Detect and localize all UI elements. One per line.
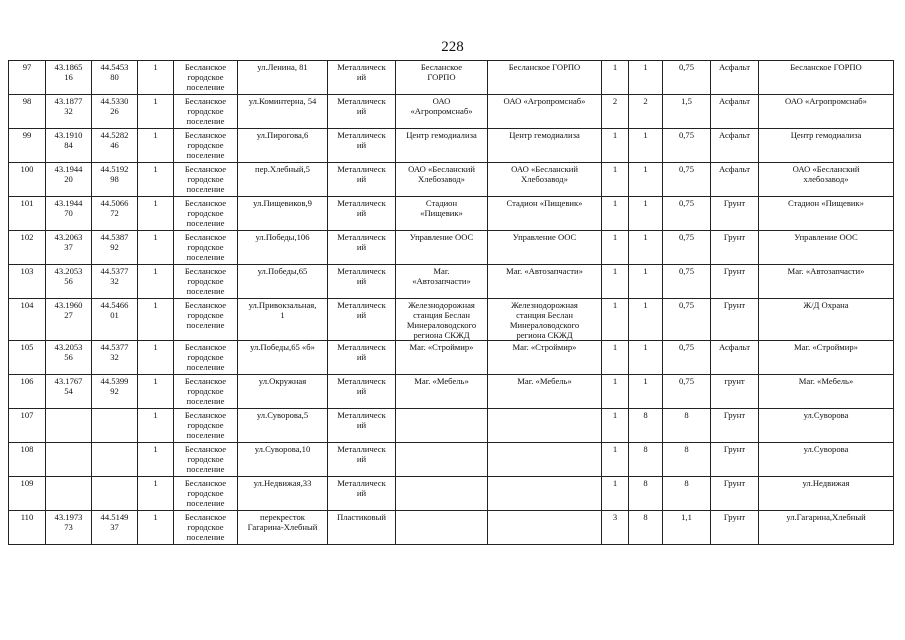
cell-volume: 0,75 <box>663 163 711 197</box>
cell-surface-type: Грунт <box>711 197 759 231</box>
cell-volume: 0,75 <box>663 375 711 409</box>
cell-waste-source <box>488 511 602 545</box>
cell-container-volume-count: 1 <box>629 61 663 95</box>
cell-site-count: 1 <box>138 443 174 477</box>
cell-owner: Маг. «Мебель» <box>396 375 488 409</box>
cell-volume: 0,75 <box>663 129 711 163</box>
cell-containers-count: 1 <box>602 375 629 409</box>
table-row <box>9 443 894 477</box>
table-row <box>9 197 894 231</box>
cell-volume: 0,75 <box>663 197 711 231</box>
cell-container-material: Металлическ ий <box>328 299 396 341</box>
cell-row-number: 100 <box>9 163 46 197</box>
cell-row-number: 101 <box>9 197 46 231</box>
cell-waste-source: Центр гемодиализа <box>488 129 602 163</box>
cell-settlement: Бесланское городское поселение <box>174 511 238 545</box>
cell-surface-type: Асфальт <box>711 129 759 163</box>
cell-container-volume-count: 1 <box>629 197 663 231</box>
cell-container-volume-count: 8 <box>629 409 663 443</box>
cell-latitude: 43.2063 37 <box>46 231 92 265</box>
cell-settlement: Бесланское городское поселение <box>174 409 238 443</box>
cell-longitude: 44.5149 37 <box>92 511 138 545</box>
cell-containers-count: 1 <box>602 299 629 341</box>
cell-latitude <box>46 409 92 443</box>
cell-longitude: 44.5399 92 <box>92 375 138 409</box>
cell-address: ул.Привокзальная, 1 <box>238 299 328 341</box>
cell-surface-type: грунт <box>711 375 759 409</box>
cell-row-number: 110 <box>9 511 46 545</box>
cell-longitude: 44.5330 26 <box>92 95 138 129</box>
cell-settlement: Бесланское городское поселение <box>174 129 238 163</box>
cell-surface-type: Асфальт <box>711 163 759 197</box>
cell-owner <box>396 443 488 477</box>
cell-container-volume-count: 8 <box>629 443 663 477</box>
cell-surface-type: Асфальт <box>711 341 759 375</box>
cell-longitude: 44.5192 98 <box>92 163 138 197</box>
cell-latitude: 43.1767 54 <box>46 375 92 409</box>
table-row <box>9 477 894 511</box>
table-row <box>9 265 894 299</box>
cell-row-number: 98 <box>9 95 46 129</box>
cell-settlement: Бесланское городское поселение <box>174 95 238 129</box>
cell-settlement: Бесланское городское поселение <box>174 477 238 511</box>
cell-volume: 8 <box>663 443 711 477</box>
cell-container-material: Металлическ ий <box>328 231 396 265</box>
cell-served-object: Маг. «Автозапчасти» <box>759 265 894 299</box>
cell-containers-count: 1 <box>602 409 629 443</box>
cell-address: ул.Пирогова,6 <box>238 129 328 163</box>
cell-waste-source: Стадион «Пищевик» <box>488 197 602 231</box>
cell-containers-count: 1 <box>602 265 629 299</box>
cell-row-number: 107 <box>9 409 46 443</box>
cell-address: ул.Победы,106 <box>238 231 328 265</box>
cell-longitude: 44.5453 80 <box>92 61 138 95</box>
cell-row-number: 103 <box>9 265 46 299</box>
cell-settlement: Бесланское городское поселение <box>174 163 238 197</box>
cell-latitude: 43.1944 20 <box>46 163 92 197</box>
cell-served-object: ул.Суворова <box>759 409 894 443</box>
cell-address: перекресток Гагарина-Хлебный <box>238 511 328 545</box>
cell-container-material: Металлическ ий <box>328 341 396 375</box>
cell-site-count: 1 <box>138 375 174 409</box>
cell-latitude: 43.1944 70 <box>46 197 92 231</box>
cell-served-object: Маг. «Строймир» <box>759 341 894 375</box>
cell-containers-count: 1 <box>602 231 629 265</box>
cell-address: ул.Ленина, 81 <box>238 61 328 95</box>
cell-row-number: 97 <box>9 61 46 95</box>
cell-container-volume-count: 1 <box>629 231 663 265</box>
cell-owner: ОАО «Бесланский Хлебозавод» <box>396 163 488 197</box>
cell-container-material: Пластиковый <box>328 511 396 545</box>
cell-latitude: 43.1960 27 <box>46 299 92 341</box>
cell-container-material: Металлическ ий <box>328 95 396 129</box>
cell-served-object: Бесланское ГОРПО <box>759 61 894 95</box>
cell-containers-count: 3 <box>602 511 629 545</box>
cell-served-object: Маг. «Мебель» <box>759 375 894 409</box>
cell-served-object: Ж/Д Охрана <box>759 299 894 341</box>
cell-site-count: 1 <box>138 231 174 265</box>
cell-containers-count: 1 <box>602 129 629 163</box>
cell-container-material: Металлическ ий <box>328 375 396 409</box>
cell-settlement: Бесланское городское поселение <box>174 197 238 231</box>
cell-surface-type: Грунт <box>711 409 759 443</box>
cell-owner: ОАО «Агропромснаб» <box>396 95 488 129</box>
cell-row-number: 104 <box>9 299 46 341</box>
table-row <box>9 341 894 375</box>
cell-longitude <box>92 443 138 477</box>
cell-settlement: Бесланское городское поселение <box>174 61 238 95</box>
cell-container-material: Металлическ ий <box>328 443 396 477</box>
cell-owner: Управление ООС <box>396 231 488 265</box>
cell-row-number: 102 <box>9 231 46 265</box>
cell-surface-type: Грунт <box>711 443 759 477</box>
cell-longitude: 44.5387 92 <box>92 231 138 265</box>
cell-site-count: 1 <box>138 95 174 129</box>
cell-longitude: 44.5377 32 <box>92 265 138 299</box>
cell-latitude: 43.2053 56 <box>46 265 92 299</box>
cell-containers-count: 2 <box>602 95 629 129</box>
cell-volume: 8 <box>663 409 711 443</box>
cell-owner: Центр гемодиализа <box>396 129 488 163</box>
cell-latitude: 43.1877 32 <box>46 95 92 129</box>
cell-surface-type: Грунт <box>711 265 759 299</box>
cell-site-count: 1 <box>138 163 174 197</box>
cell-owner: Маг. «Автозапчасти» <box>396 265 488 299</box>
cell-volume: 0,75 <box>663 299 711 341</box>
cell-settlement: Бесланское городское поселение <box>174 231 238 265</box>
cell-containers-count: 1 <box>602 477 629 511</box>
cell-longitude: 44.5066 72 <box>92 197 138 231</box>
cell-latitude <box>46 477 92 511</box>
cell-owner <box>396 409 488 443</box>
cell-served-object: Управление ООС <box>759 231 894 265</box>
cell-longitude: 44.5466 01 <box>92 299 138 341</box>
cell-settlement: Бесланское городское поселение <box>174 299 238 341</box>
table-row <box>9 375 894 409</box>
cell-site-count: 1 <box>138 477 174 511</box>
cell-waste-source: ОАО «Бесланский Хлебозавод» <box>488 163 602 197</box>
cell-surface-type: Грунт <box>711 511 759 545</box>
cell-surface-type: Асфальт <box>711 95 759 129</box>
cell-container-volume-count: 8 <box>629 477 663 511</box>
cell-owner <box>396 511 488 545</box>
cell-volume: 0,75 <box>663 231 711 265</box>
cell-volume: 0,75 <box>663 265 711 299</box>
cell-surface-type: Грунт <box>711 477 759 511</box>
table-body <box>9 61 894 545</box>
cell-surface-type: Грунт <box>711 299 759 341</box>
cell-container-volume-count: 1 <box>629 265 663 299</box>
cell-latitude: 43.1910 84 <box>46 129 92 163</box>
cell-address: пер.Хлебный,5 <box>238 163 328 197</box>
table-row <box>9 409 894 443</box>
table-row <box>9 163 894 197</box>
cell-site-count: 1 <box>138 299 174 341</box>
cell-site-count: 1 <box>138 409 174 443</box>
cell-served-object: ул.Гагарина,Хлебный <box>759 511 894 545</box>
table-row <box>9 511 894 545</box>
cell-owner <box>396 477 488 511</box>
table-row <box>9 231 894 265</box>
cell-served-object: ул.Суворова <box>759 443 894 477</box>
table-row <box>9 61 894 95</box>
cell-row-number: 108 <box>9 443 46 477</box>
cell-row-number: 105 <box>9 341 46 375</box>
cell-row-number: 99 <box>9 129 46 163</box>
cell-address: ул.Недвижая,33 <box>238 477 328 511</box>
cell-container-volume-count: 1 <box>629 129 663 163</box>
table-row <box>9 129 894 163</box>
cell-address: ул.Победы,65 <box>238 265 328 299</box>
cell-site-count: 1 <box>138 197 174 231</box>
cell-site-count: 1 <box>138 341 174 375</box>
cell-latitude: 43.1973 73 <box>46 511 92 545</box>
cell-volume: 1,1 <box>663 511 711 545</box>
cell-site-count: 1 <box>138 129 174 163</box>
cell-row-number: 109 <box>9 477 46 511</box>
page-number: 228 <box>441 39 464 55</box>
cell-container-material: Металлическ ий <box>328 197 396 231</box>
cell-container-volume-count: 1 <box>629 163 663 197</box>
cell-address: ул.Суворова,5 <box>238 409 328 443</box>
cell-container-material: Металлическ ий <box>328 265 396 299</box>
cell-served-object: Стадион «Пищевик» <box>759 197 894 231</box>
cell-containers-count: 1 <box>602 163 629 197</box>
cell-owner: Бесланское ГОРПО <box>396 61 488 95</box>
cell-address: ул.Победы,65 «б» <box>238 341 328 375</box>
cell-volume: 8 <box>663 477 711 511</box>
cell-settlement: Бесланское городское поселение <box>174 375 238 409</box>
cell-surface-type: Асфальт <box>711 61 759 95</box>
cell-address: ул.Суворова,10 <box>238 443 328 477</box>
cell-served-object: ОАО «Агропромснаб» <box>759 95 894 129</box>
cell-container-material: Металлическ ий <box>328 61 396 95</box>
cell-owner: Стадион «Пищевик» <box>396 197 488 231</box>
cell-address: ул.Пищевиков,9 <box>238 197 328 231</box>
cell-longitude: 44.5282 46 <box>92 129 138 163</box>
cell-waste-source: Маг. «Строймир» <box>488 341 602 375</box>
cell-containers-count: 1 <box>602 197 629 231</box>
cell-container-volume-count: 1 <box>629 299 663 341</box>
cell-longitude <box>92 409 138 443</box>
cell-container-volume-count: 1 <box>629 375 663 409</box>
cell-site-count: 1 <box>138 61 174 95</box>
cell-site-count: 1 <box>138 511 174 545</box>
cell-container-material: Металлическ ий <box>328 409 396 443</box>
cell-latitude <box>46 443 92 477</box>
table-row <box>9 95 894 129</box>
cell-volume: 0,75 <box>663 61 711 95</box>
cell-longitude <box>92 477 138 511</box>
cell-served-object: ОАО «Бесланский хлебозавод» <box>759 163 894 197</box>
cell-owner: Маг. «Строймир» <box>396 341 488 375</box>
cell-address: ул.Окружная <box>238 375 328 409</box>
cell-container-volume-count: 8 <box>629 511 663 545</box>
table-row <box>9 299 894 341</box>
cell-settlement: Бесланское городское поселение <box>174 265 238 299</box>
cell-served-object: ул.Недвижая <box>759 477 894 511</box>
cell-waste-source <box>488 409 602 443</box>
cell-row-number: 106 <box>9 375 46 409</box>
cell-container-volume-count: 2 <box>629 95 663 129</box>
cell-settlement: Бесланское городское поселение <box>174 341 238 375</box>
cell-containers-count: 1 <box>602 61 629 95</box>
cell-waste-source <box>488 477 602 511</box>
cell-owner: Железнодорожная станция Беслан Минераловодского региона СКЖД <box>396 299 488 341</box>
cell-container-material: Металлическ ий <box>328 129 396 163</box>
cell-container-volume-count: 1 <box>629 341 663 375</box>
cell-address: ул.Коминтерна, 54 <box>238 95 328 129</box>
cell-volume: 0,75 <box>663 341 711 375</box>
cell-surface-type: Грунт <box>711 231 759 265</box>
cell-waste-source: Маг. «Автозапчасти» <box>488 265 602 299</box>
cell-volume: 1,5 <box>663 95 711 129</box>
cell-containers-count: 1 <box>602 443 629 477</box>
cell-waste-source: Бесланское ГОРПО <box>488 61 602 95</box>
container-sites-table <box>8 60 894 545</box>
cell-latitude: 43.1865 16 <box>46 61 92 95</box>
cell-longitude: 44.5377 32 <box>92 341 138 375</box>
cell-containers-count: 1 <box>602 341 629 375</box>
cell-waste-source: Маг. «Мебель» <box>488 375 602 409</box>
cell-waste-source: Железнодорожная станция Беслан Минераловодского региона СКЖД <box>488 299 602 341</box>
cell-settlement: Бесланское городское поселение <box>174 443 238 477</box>
cell-latitude: 43.2053 56 <box>46 341 92 375</box>
cell-waste-source: ОАО «Агропромснаб» <box>488 95 602 129</box>
cell-container-material: Металлическ ий <box>328 477 396 511</box>
cell-site-count: 1 <box>138 265 174 299</box>
cell-waste-source <box>488 443 602 477</box>
cell-waste-source: Управление ООС <box>488 231 602 265</box>
cell-container-material: Металлическ ий <box>328 163 396 197</box>
cell-served-object: Центр гемодиализа <box>759 129 894 163</box>
